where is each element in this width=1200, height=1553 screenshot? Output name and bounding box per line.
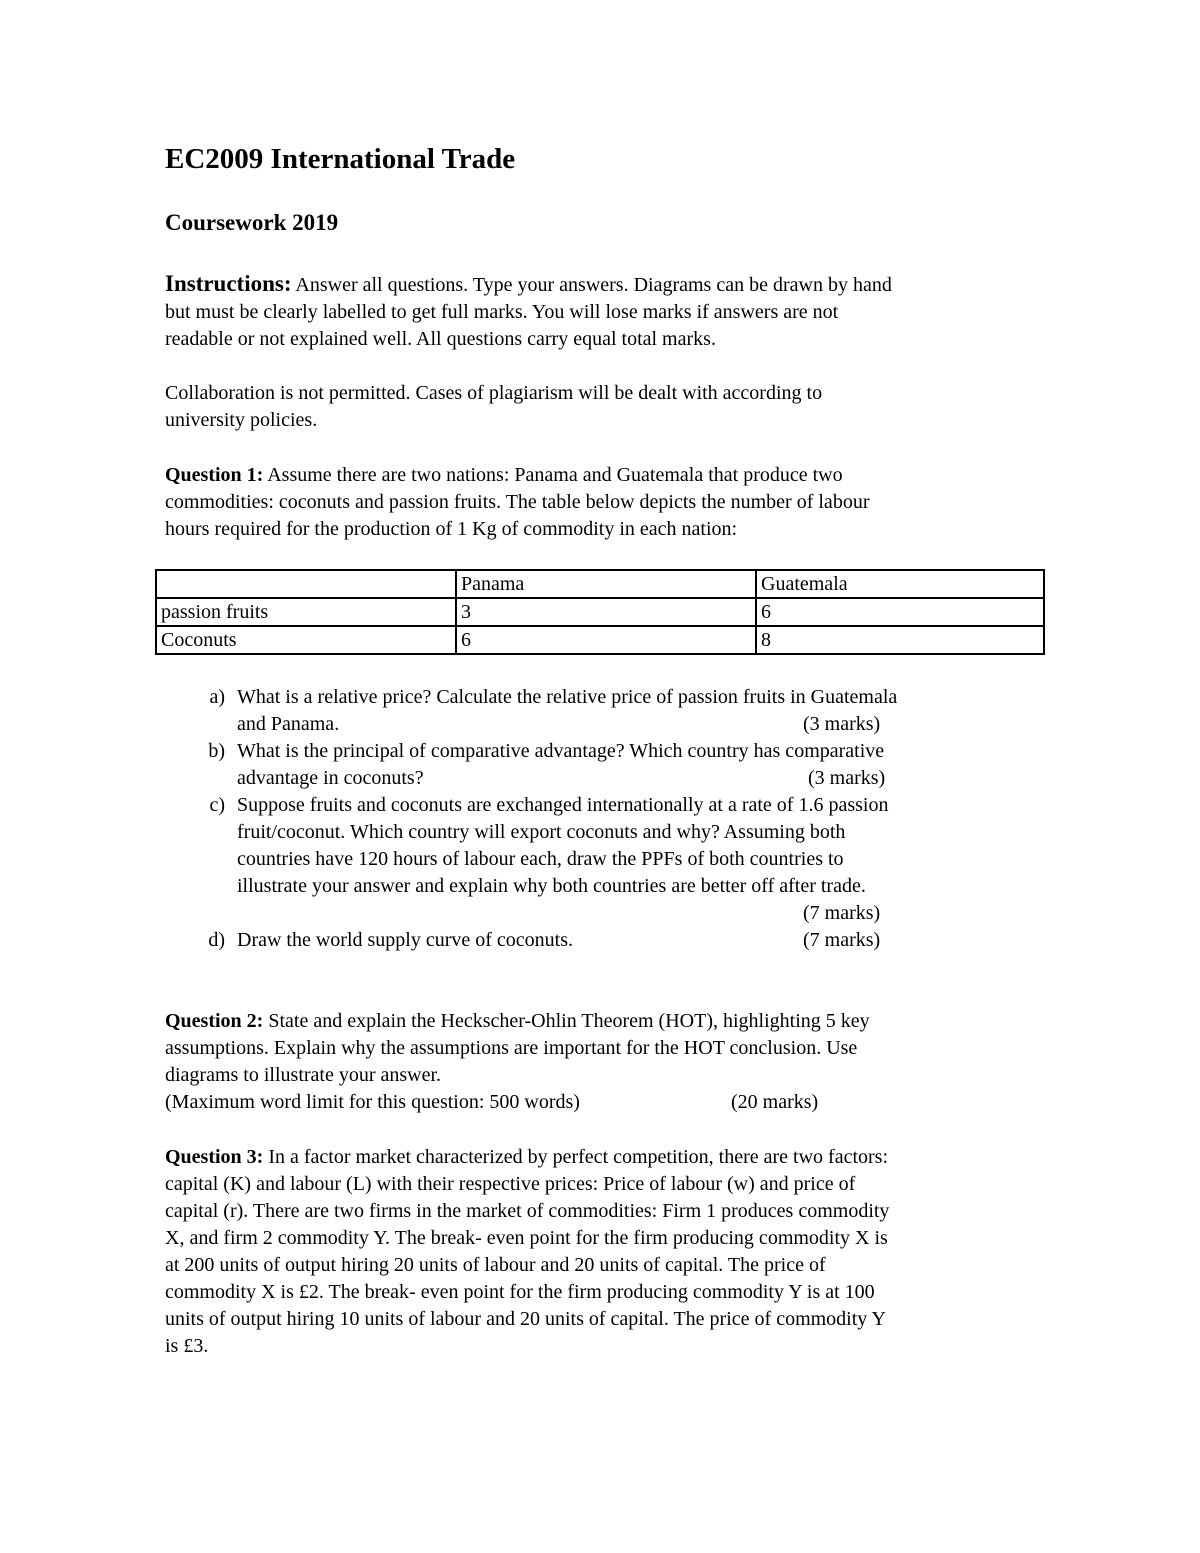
table-cell: passion fruits bbox=[156, 598, 456, 626]
document-title: EC2009 International Trade bbox=[165, 143, 516, 175]
question-3-line-6: commodity X is £2. The break- even point for the firm producing commodity Y is at 100 bbox=[165, 1281, 875, 1303]
question-1-text-1: Assume there are two nations: Panama and Guatemala that produce two bbox=[263, 464, 843, 486]
collaboration-line-2: university policies. bbox=[165, 409, 318, 431]
table-header-cell: Panama bbox=[456, 570, 756, 598]
part-c-label: c) bbox=[209, 794, 225, 816]
instructions-line-3: readable or not explained well. All questions carry equal total marks. bbox=[165, 328, 716, 350]
table-header-row bbox=[156, 570, 1044, 598]
instructions-label: Instructions: bbox=[165, 271, 292, 296]
question-2-word-limit: (Maximum word limit for this question: 500 words) bbox=[165, 1091, 580, 1113]
question-1-line-2: commodities: coconuts and passion fruits. The table below depicts the number of labour bbox=[165, 491, 870, 513]
question-2-text-1: State and explain the Heckscher-Ohlin Theorem (HOT), highlighting 5 key bbox=[263, 1010, 870, 1032]
question-3-line-5: at 200 units of output hiring 20 units of labour and 20 units of capital. The price of bbox=[165, 1254, 826, 1276]
table-row bbox=[156, 626, 1044, 654]
part-a-label: a) bbox=[209, 686, 225, 708]
question-2-marks: (20 marks) bbox=[731, 1091, 819, 1113]
question-2-line-2: assumptions. Explain why the assumptions are important for the HOT conclusion. Use bbox=[165, 1037, 858, 1059]
part-a-line-1: What is a relative price? Calculate the relative price of passion fruits in Guatemala bbox=[237, 686, 898, 708]
part-b-line-2: advantage in coconuts? bbox=[237, 767, 424, 789]
table-cell: 6 bbox=[756, 598, 1044, 626]
question-3-text-1: In a factor market characterized by perfect competition, there are two factors: bbox=[263, 1146, 889, 1168]
part-c-line-4: illustrate your answer and explain why both countries are better off after trade. bbox=[237, 875, 866, 897]
part-a-marks: (3 marks) bbox=[803, 713, 881, 735]
question-1-line-3: hours required for the production of 1 Kg of commodity in each nation: bbox=[165, 518, 738, 540]
part-c-line-3: countries have 120 hours of labour each, draw the PPFs of both countries to bbox=[237, 848, 844, 870]
question-3-line-2: capital (K) and labour (L) with their respective prices: Price of labour (w) and price of bbox=[165, 1173, 856, 1195]
part-c-line-2: fruit/coconut. Which country will export coconuts and why? Assuming both bbox=[237, 821, 846, 843]
collaboration-paragraph bbox=[165, 380, 822, 434]
question-3-line-1 bbox=[165, 1144, 889, 1171]
part-c-line-1: Suppose fruits and coconuts are exchanged internationally at a rate of 1.6 passion bbox=[237, 794, 889, 816]
labour-hours-table bbox=[155, 569, 1045, 655]
part-b-label: b) bbox=[208, 740, 225, 762]
table-cell: 8 bbox=[756, 626, 1044, 654]
part-c-marks: (7 marks) bbox=[803, 902, 881, 924]
part-b-marks: (3 marks) bbox=[808, 767, 886, 789]
question-3-line-4: X, and firm 2 commodity Y. The break- even point for the firm producing commodity X is bbox=[165, 1227, 888, 1249]
question-2 bbox=[165, 1008, 870, 1089]
table-header-cell: Guatemala bbox=[756, 570, 1044, 598]
question-3-line-7: units of output hiring 10 units of labour and 20 units of capital. The price of commodity Y bbox=[165, 1308, 886, 1330]
table-cell: 3 bbox=[456, 598, 756, 626]
instructions-paragraph bbox=[165, 270, 892, 353]
question-3-line-3: capital (r). There are two firms in the market of commodities: Firm 1 produces commodity bbox=[165, 1200, 890, 1222]
collaboration-line-1: Collaboration is not permitted. Cases of plagiarism will be dealt with according to bbox=[165, 382, 823, 404]
question-2-line-3: diagrams to illustrate your answer. bbox=[165, 1064, 442, 1086]
question-3-line-8: is £3. bbox=[165, 1335, 209, 1357]
document-subtitle: Coursework 2019 bbox=[165, 210, 339, 235]
question-1-label: Question 1: bbox=[165, 464, 264, 486]
question-1-line-1 bbox=[165, 462, 869, 489]
question-3-label: Question 3: bbox=[165, 1146, 264, 1168]
question-3 bbox=[165, 1144, 889, 1360]
part-d-marks: (7 marks) bbox=[803, 929, 881, 951]
table-header-cell bbox=[156, 570, 456, 598]
part-a-line-2: and Panama. bbox=[237, 713, 340, 735]
instructions-text-1: Answer all questions. Type your answers. Diagrams can be drawn by hand bbox=[291, 274, 892, 296]
question-1-intro bbox=[165, 462, 869, 543]
part-b-line-1: What is the principal of comparative advantage? Which country has comparative bbox=[237, 740, 885, 762]
table-cell: 6 bbox=[456, 626, 756, 654]
part-d-label: d) bbox=[208, 929, 225, 951]
part-d-line-1: Draw the world supply curve of coconuts. bbox=[237, 929, 574, 951]
table-cell: Coconuts bbox=[156, 626, 456, 654]
instructions-line-1 bbox=[165, 270, 892, 299]
question-2-label: Question 2: bbox=[165, 1010, 264, 1032]
question-2-line-1 bbox=[165, 1008, 870, 1035]
instructions-line-2: but must be clearly labelled to get full marks. You will lose marks if answers are not bbox=[165, 301, 839, 323]
table-row bbox=[156, 598, 1044, 626]
